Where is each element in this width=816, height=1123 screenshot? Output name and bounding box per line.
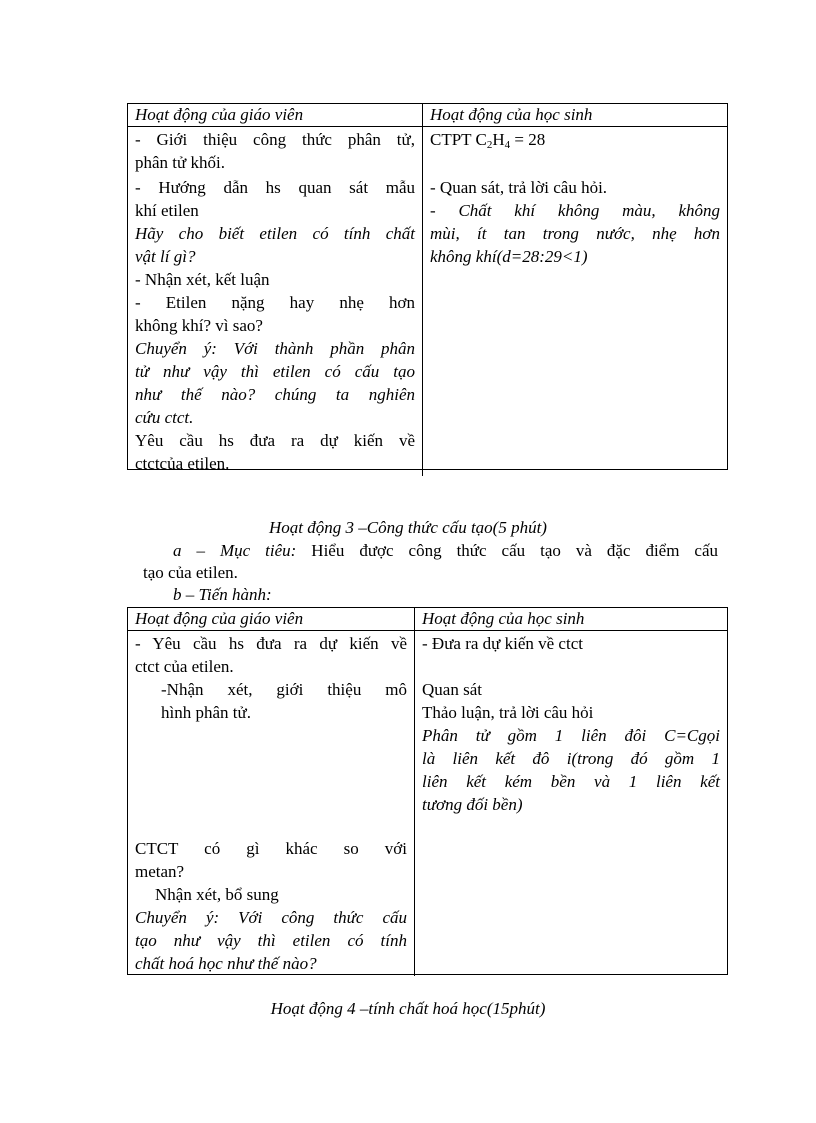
answer-line: không khí(d=28:29<1) [430, 247, 588, 266]
text-line: -Nhận xét, giới thiệu mô [161, 680, 407, 699]
goal-label: a – Mục tiêu: [173, 541, 297, 560]
question-line: vật lí gì? [135, 247, 196, 266]
transition-line: tử như vậy thì etilen có cấu tạo [135, 362, 415, 381]
answer-line: tương đối bền) [422, 795, 523, 814]
process-label: b – Tiến hành: [173, 585, 272, 604]
text-line: Yêu cầu hs đưa ra dự kiến về [135, 431, 415, 450]
transition-line: chất hoá học như thế nào? [135, 954, 317, 973]
transition-line: cứu ctct. [135, 408, 194, 427]
text-line: phân tử khối. [135, 153, 225, 172]
text-line: - Quan sát, trả lời câu hỏi. [430, 178, 608, 197]
text-line: - Giới thiệu công thức phân tử, [135, 130, 415, 149]
header-teacher: Hoạt động của giáo viên [128, 104, 423, 127]
text-line: - Etilen nặng hay nhẹ hơn [135, 293, 415, 312]
question-line: Hãy cho biết etilen có tính chất [135, 224, 415, 243]
answer-line: Phân tử gồm 1 liên đôi C=Cgọi [422, 726, 720, 745]
text-line: Nhận xét, bổ sung [155, 885, 279, 904]
answer-line: - Chất khí không màu, không [430, 201, 720, 220]
header-teacher: Hoạt động của giáo viên [128, 608, 415, 631]
transition-line: tạo như vậy thì etilen có tính [135, 931, 407, 950]
text-line: - Yêu cầu hs đưa ra dự kiến về [135, 634, 407, 653]
text-line: CTCT có gì khác so với [135, 839, 407, 858]
student-activity-cell [415, 631, 727, 976]
text-line: metan? [135, 862, 185, 881]
text-line: không khí? vì sao? [135, 316, 263, 335]
text-line: - Hướng dẫn hs quan sát mẫu [135, 178, 415, 197]
text-line: ctct của etilen. [135, 657, 234, 676]
header-student: Hoạt động của học sinh [423, 104, 727, 127]
text-line: - Đưa ra dự kiến về ctct [422, 634, 583, 653]
goal-line [173, 540, 718, 562]
molecular-formula: CTPT $C_2H_4 = 28$ [430, 130, 546, 151]
teacher-activity-cell [128, 631, 415, 976]
text-line: Quan sát [422, 680, 482, 699]
transition-line: Chuyển ý: Với thành phần phân [135, 339, 415, 358]
transition-line: Chuyển ý: Với công thức cấu [135, 908, 407, 927]
activity-table-1 [127, 103, 728, 473]
student-activity-cell [423, 127, 727, 476]
header-student: Hoạt động của học sinh [415, 608, 727, 631]
text-line: hình phân tử. [161, 703, 251, 722]
answer-line: là liên kết đô i(trong đó gồm 1 [422, 749, 720, 768]
text-line: - Nhận xét, kết luận [135, 270, 270, 289]
goal-text: Hiểu được công thức cấu tạo và đặc điểm cấu [296, 541, 719, 560]
text-line: ctctcủa etilen. [135, 454, 230, 473]
teacher-activity-cell [128, 127, 423, 476]
text-line: Thảo luận, trả lời câu hỏi [422, 703, 594, 722]
activity-table-2 [127, 607, 728, 975]
goal-line-2: tạo của etilen. [143, 563, 238, 582]
answer-line: mùi, ít tan trong nước, nhẹ hơn [430, 224, 720, 243]
text-line: khí etilen [135, 201, 199, 220]
transition-line: như thế nào? chúng ta nghiên [135, 385, 415, 404]
section-4-title: Hoạt động 4 –tính chất hoá học(15phút) [270, 999, 546, 1018]
answer-line: liên kết kém bền và 1 liên kết [422, 772, 720, 791]
section-3-title: Hoạt động 3 –Công thức cấu tạo(5 phút) [269, 518, 547, 537]
